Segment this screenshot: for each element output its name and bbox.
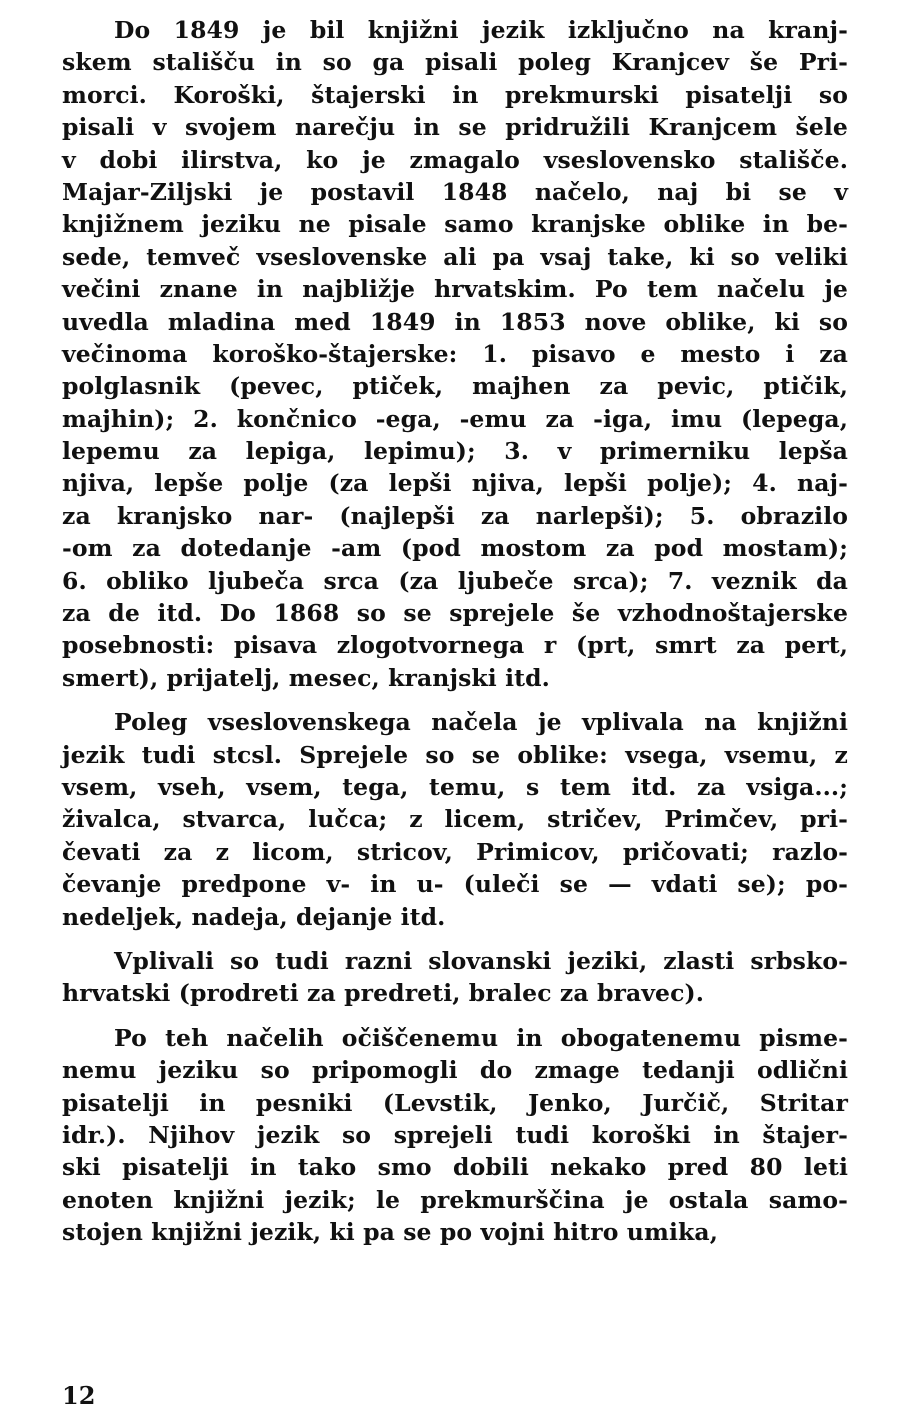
text-line: večinoma koroško-štajerske: 1. pisavo e mesto i za xyxy=(62,339,848,368)
text-line: pisatelji in pesniki (Levstik, Jenko, Jurčič, Stritar xyxy=(62,1088,848,1117)
text-line: Vplivali so tudi razni slovanski jeziki, zlasti srbsko- xyxy=(114,946,848,975)
text-line: vsem, vseh, vsem, tega, temu, s tem itd. za vsiga...; xyxy=(62,772,848,801)
text-line: večini znane in najbližje hrvatskim. Po tem načelu je xyxy=(62,275,848,304)
paragraph-gap xyxy=(62,694,848,706)
text-line: jezik tudi stcsl. Sprejele so se oblike: vsega, vsemu, z xyxy=(62,740,848,769)
text-line: živalca, stvarca, lučca; z licem, stričev, Primčev, pri- xyxy=(62,805,848,834)
paragraph-gap xyxy=(62,1010,848,1022)
text-line: skem stališču in so ga pisali poleg Kranjcev še Pri- xyxy=(62,48,848,77)
text-line: nedeljek, nadeja, dejanje itd. xyxy=(62,902,446,931)
text-line: majhin); 2. končnico -ega, -emu za -iga, imu (lepega, xyxy=(62,404,848,433)
text-line: za de itd. Do 1868 so se sprejele še vzhodnoštajerske xyxy=(62,599,848,628)
text-line: knjižnem jeziku ne pisale samo kranjske oblike in be- xyxy=(62,210,848,239)
text-line: 6. obliko ljubeča srca (za ljubeče srca); 7. veznik da xyxy=(62,566,848,595)
text-line: morci. Koroški, štajerski in prekmurski pisatelji so xyxy=(62,80,848,109)
text-line: čevati za z licom, stricov, Primicov, pričovati; razlo- xyxy=(62,837,848,866)
paragraph xyxy=(62,706,848,933)
paragraph-gap xyxy=(62,933,848,945)
page-number: 12 xyxy=(62,1381,96,1410)
text-line: ski pisatelji in tako smo dobili nekako pred 80 leti xyxy=(62,1153,848,1182)
text-line: čevanje predpone v- in u- (uleči se — vdati se); po- xyxy=(62,870,848,899)
text-line: Do 1849 je bil knjižni jezik izključno na kranj- xyxy=(114,16,848,44)
text-line: nemu jeziku so pripomogli do zmage tedanji odlični xyxy=(62,1056,848,1085)
text-line: njiva, lepše polje (za lepši njiva, lepši polje); 4. naj- xyxy=(62,469,848,498)
text-line: enoten knjižni jezik; le prekmurščina je ostala samo- xyxy=(62,1185,848,1214)
text-line: uvedla mladina med 1849 in 1853 nove oblike, ki so xyxy=(62,307,848,336)
paragraph xyxy=(62,14,848,694)
text-line: -om za dotedanje -am (pod mostom za pod mostam); xyxy=(62,534,848,563)
text-line: stojen knjižni jezik, ki pa se po vojni hitro umika, xyxy=(62,1218,718,1247)
text-line: polglasnik (pevec, ptiček, majhen za pevic, ptičik, xyxy=(62,372,848,401)
text-line: sede, temveč vseslovenske ali pa vsaj take, ki so veliki xyxy=(62,242,848,271)
text-line: hrvatski (prodreti za predreti, bralec za bravec). xyxy=(62,979,705,1008)
text-line: lepemu za lepiga, lepimu); 3. v primerniku lepša xyxy=(62,437,848,466)
paragraph xyxy=(62,1022,848,1249)
paragraph xyxy=(62,945,848,1010)
text-line: za kranjsko nar- (najlepši za narlepši); 5. obrazilo xyxy=(62,501,848,530)
text-line: smert), prijatelj, mesec, kranjski itd. xyxy=(62,663,550,692)
text-line: Majar-Ziljski je postavil 1848 načelo, naj bi se v xyxy=(62,177,848,206)
text-line: v dobi ilirstva, ko je zmagalo vseslovensko stališče. xyxy=(62,145,848,174)
text-line: idr.). Njihov jezik so sprejeli tudi koroški in štajer- xyxy=(62,1120,848,1149)
body-text xyxy=(62,14,848,1248)
text-line: Po teh načelih očiščenemu in obogatenemu pisme- xyxy=(114,1023,848,1052)
text-line: Poleg vseslovenskega načela je vplivala na knjižni xyxy=(114,708,848,737)
text-line: pisali v svojem narečju in se pridružili Kranjcem šele xyxy=(62,113,848,142)
text-line: posebnosti: pisava zlogotvornega r (prt, smrt za pert, xyxy=(62,631,848,660)
